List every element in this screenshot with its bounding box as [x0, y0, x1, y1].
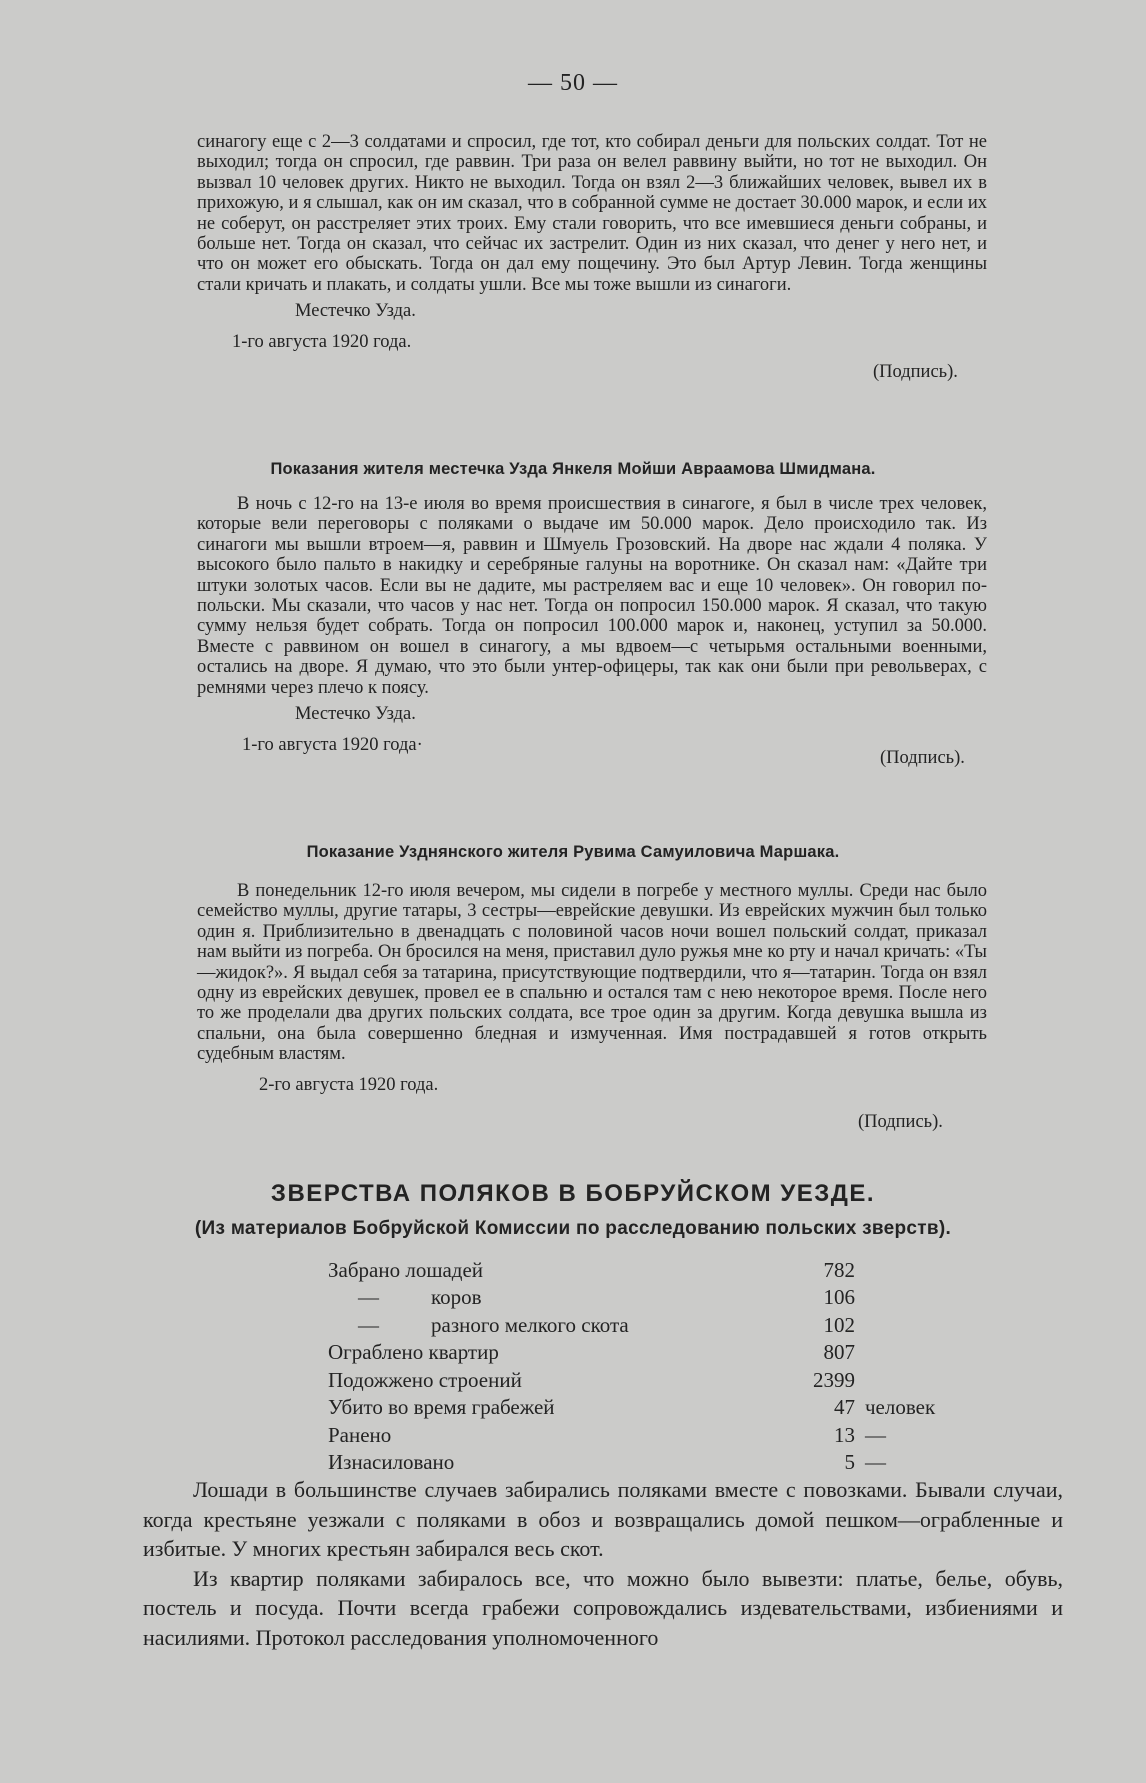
section-subtitle: (Из материалов Бобруйской Комиссии по расследованию польских зверств). [194, 1218, 952, 1239]
closing-paragraph-1: Лошади в большинстве случаев забирались поляками вместе с повозками. Бывали случаи, когда крестьяне уезжали с поляками в обоз и возвращались домой пешком—ограбленные и избитые. У многих крестьян забирался весь скот. [143, 1477, 1063, 1561]
stats-unit [855, 1283, 995, 1311]
signature-line: (Подпись). [858, 1112, 943, 1132]
stats-label [328, 1393, 803, 1421]
stats-value: 782 [823, 1257, 855, 1282]
stats-value: 5 [844, 1450, 855, 1474]
stats-row [328, 1338, 995, 1366]
stats-value: 13 [834, 1422, 855, 1447]
stats-label-text: Убито во время грабежей [328, 1395, 555, 1419]
stats-label [328, 1420, 803, 1448]
stats-label-text: Забрано лошадей [328, 1257, 484, 1282]
stats-label-text: Ограблено квартир [328, 1340, 499, 1364]
stats-label [328, 1310, 803, 1338]
section-title: ЗВЕРСТВА ПОЛЯКОВ В БОБРУЙСКОМ УЕЗДЕ. [270, 1180, 876, 1207]
closing-paragraph-2: Из квартир поляками забиралось все, что можно было вывезти: платье, белье, обувь, постель и посуда. Почти всегда грабежи сопровождались издевательствами, избиениями и насилиями. Протокол расследования уполномоченного [143, 1565, 1063, 1650]
date-line: 1-го августа 1920 года. [232, 332, 412, 353]
stats-value: 47 [834, 1395, 855, 1419]
ditto-mark: — [358, 1285, 379, 1309]
stats-unit [855, 1310, 995, 1338]
continuation-paragraph: синагогу еще с 2—3 солдатами и спросил, где тот, кто собирал деньги для польских солдат. Тот не выходил; тогда он спросил, где раввин. Три раза он велел раввину выйти, но тот не выходил. Он вызвал 10 человек других. Никто не выходил. Тогда он взял 2—3 ближайших человек, вывел их в прихожую, и я слышал, как он им сказал, что в собранной сумме не достает 30.000 марок, и если их не соберут, он расстреляет этих троих. Ему стали говорить, что все имевшиеся деньги собраны, и больше нет. Тогда он сказал, что сейчас их застрелит. Один из них сказал, что денег у него нет, и что он может его обыскать. Тогда он дал ему пощечину. Это был Артур Левин. Тогда женщины стали кричать и плакать, и солдаты ушли. Все мы тоже вышли из синагоги. [197, 132, 987, 295]
date-line: 1-го августа 1920 года· [242, 735, 423, 756]
stats-value: 106 [823, 1285, 855, 1309]
testimony-paragraph: В понедельник 12-го июля вечером, мы сидели в погребе у местного муллы. Среди нас было семейство муллы, другие татары, 3 сестры—еврейские девушки. Из еврейских мужчин был только один я. Приблизительно в двенадцать с половиной часов ночи вошел польский солдат, приказал нам выйти из погреба. Он бросился на меня, приставил дуло ружья мне ко рту и начал кричать: «Ты—жидок?». Я выдал себя за татарина, присутствующие подтвердили, что я—татарин. Тогда он взял одну из еврейских девушек, провел ее в спальню и остался там с нею некоторое время. После него то же проделали два других польских солдата, все трое один за другим. Когда девушка вышла из спальни, она была совершенно бледная и измученная. Имя пострадавшей я готов открыть судебным властям. [197, 881, 987, 1065]
stats-label [328, 1255, 803, 1283]
stats-label-text: Изнасиловано [328, 1450, 455, 1474]
page-number: — 50 — [528, 70, 618, 96]
testimony-heading-shmidman: Показания жителя местечка Узда Янкеля Мойши Авраамова Шмидмана. [270, 460, 876, 478]
stats-unit [855, 1365, 995, 1393]
signature-line: (Подпись). [880, 748, 965, 768]
stats-label-text: коров [431, 1285, 482, 1309]
stats-label-text: Ранено [328, 1422, 392, 1447]
stats-label [328, 1365, 803, 1393]
stats-row [328, 1420, 995, 1448]
stats-row [328, 1365, 995, 1393]
stats-value: 807 [823, 1340, 855, 1364]
stats-unit [855, 1338, 995, 1366]
stats-row [328, 1393, 995, 1421]
stats-label-text: разного мелкого скота [431, 1312, 629, 1337]
stats-row [328, 1255, 995, 1283]
place-line: Местечко Узда. [295, 301, 416, 322]
stats-row [328, 1310, 995, 1338]
place-line: Местечко Узда. [295, 704, 416, 725]
stats-row [328, 1283, 995, 1311]
stats-row [328, 1448, 995, 1476]
testimony-paragraph: В ночь с 12-го на 13-е июля во время происшествия в синагоге, я был в числе трех человек, которые вели переговоры с поляками о выдаче им 50.000 марок. Дело происходило так. Из синагоги мы вышли втроем—я, раввин и Шмуель Грозовский. На дворе нас ждали 4 поляка. У высокого было пальто в накидку и серебряные галуны на воротнике. Он сказал нам: «Дайте три штуки золотых часов. Если вы не дадите, мы растреляем вас и еще 10 человек». Он говорил по-польски. Мы сказали, что часов у нас нет. Тогда он попросил 150.000 марок. Я сказал, что такую сумму нельзя будет собрать. Тогда он попросил 100.000 марок и, наконец, уступил за 50.000. Вместе с раввином он вошел в синагогу, а мы вдвоем—с четырьмя остальными военными, остались на дворе. Я думаю, что это были унтер-офицеры, так как они были при револьверах, с ремнями через плечо к поясу. [197, 494, 987, 698]
stats-label [328, 1448, 803, 1476]
testimony-heading-marshak: Показание Узднянского жителя Рувима Самуиловича Маршака. [306, 843, 840, 861]
stats-value: 2399 [813, 1367, 855, 1392]
signature-line: (Подпись). [873, 362, 958, 382]
stats-unit [855, 1255, 995, 1283]
stats-unit: — [865, 1422, 886, 1447]
statistics-table [328, 1255, 995, 1475]
stats-label [328, 1283, 803, 1311]
section-continuation [197, 132, 987, 353]
testimony-marshak [197, 881, 987, 1096]
closing-text [143, 1475, 1063, 1652]
ditto-mark: — [358, 1312, 379, 1337]
stats-value: 102 [823, 1312, 855, 1337]
stats-unit: человек [865, 1395, 936, 1419]
stats-unit: — [865, 1450, 886, 1474]
stats-label [328, 1338, 803, 1366]
date-line: 2-го августа 1920 года. [259, 1074, 439, 1095]
stats-label-text: Подожжено строений [328, 1367, 522, 1392]
testimony-shmidman [197, 494, 987, 756]
